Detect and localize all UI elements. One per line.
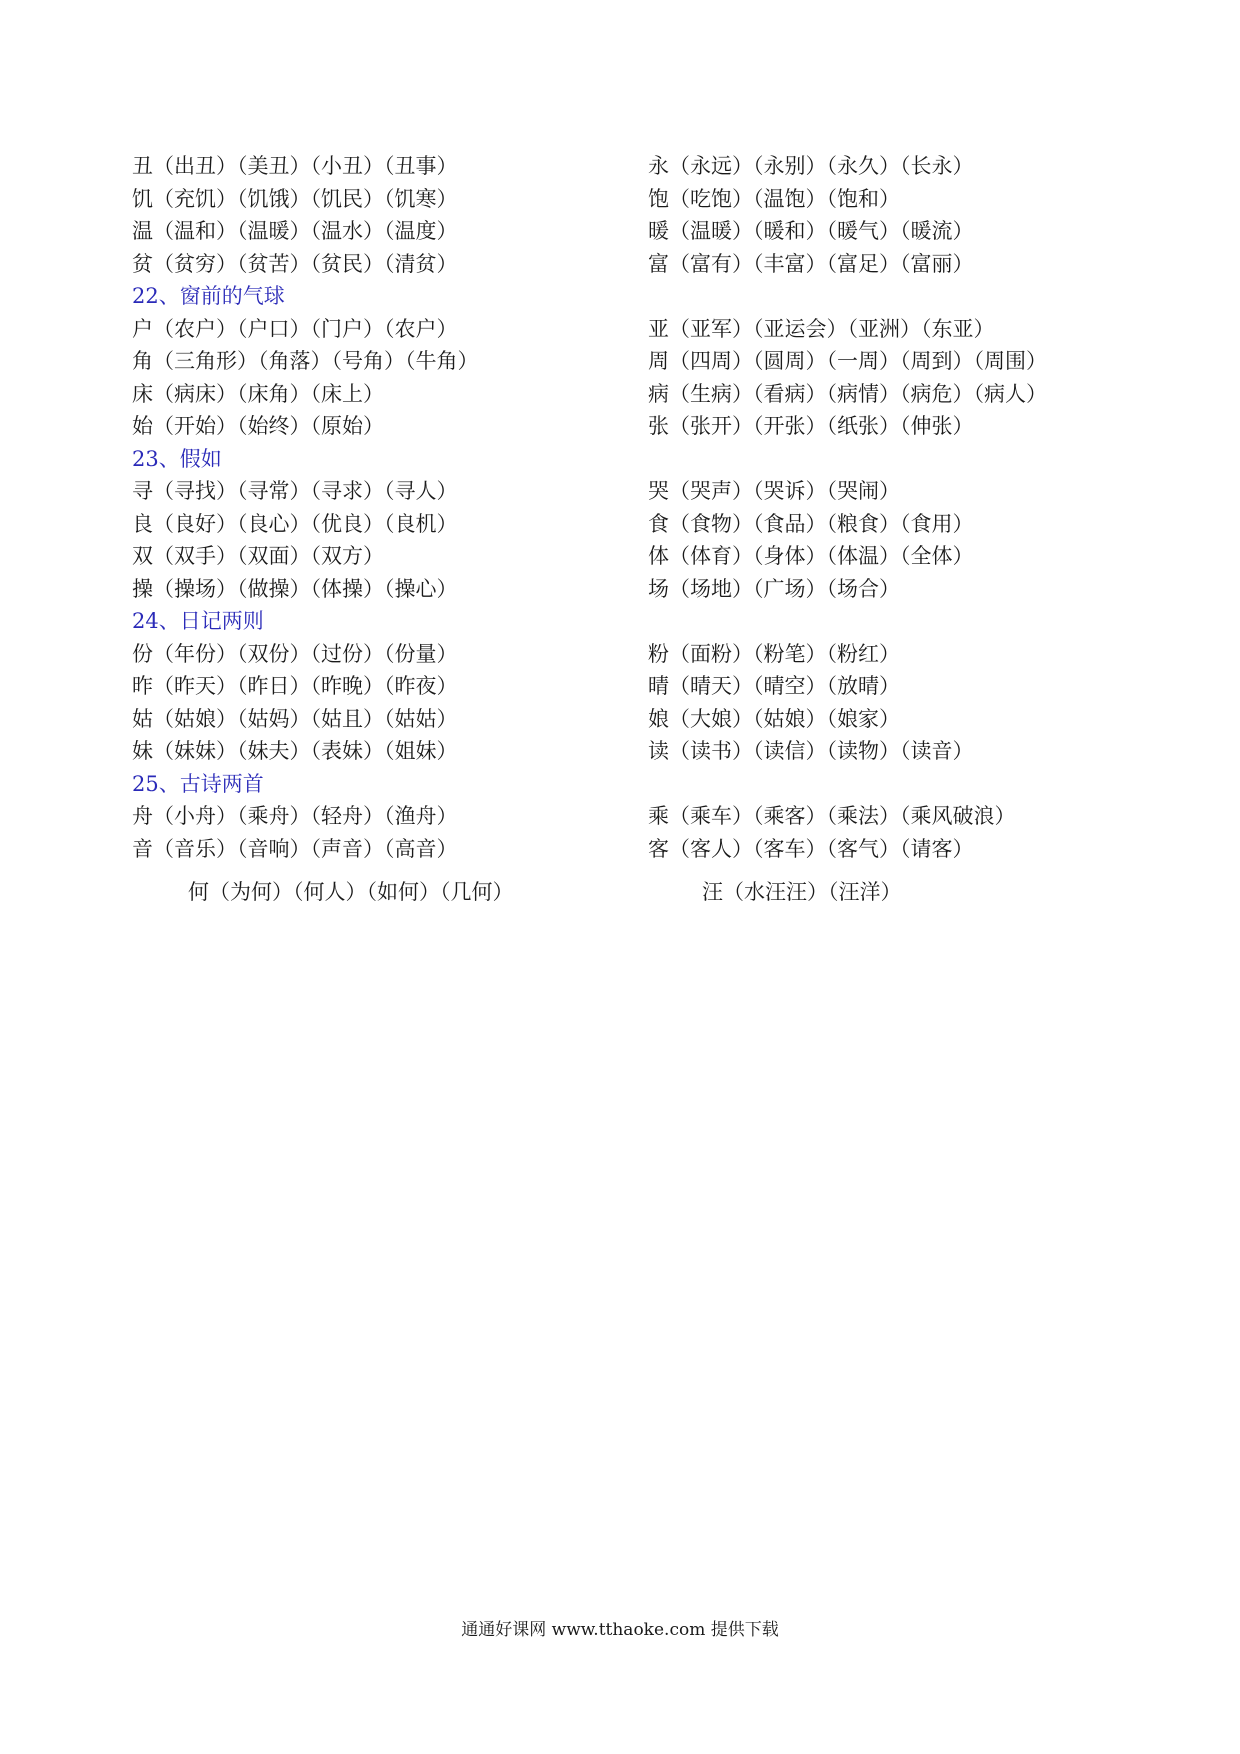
vocabulary-entry-left: 音（音乐）（音响）（声音）（高音） bbox=[132, 837, 458, 861]
vocabulary-row bbox=[0, 313, 1240, 346]
vocabulary-entry-right: 饱（吃饱）（温饱）（饱和） bbox=[648, 187, 900, 211]
section-title: 25、古诗两首 bbox=[132, 772, 264, 796]
vocabulary-entry-left: 双（双手）（双面）（双方） bbox=[132, 544, 384, 568]
vocabulary-entry-right: 食（食物）（食品）（粮食）（食用） bbox=[648, 512, 974, 536]
vocabulary-entry-left: 舟（小舟）（乘舟）（轻舟）（渔舟） bbox=[132, 804, 458, 828]
vocabulary-entry-right: 汪（水汪汪）（汪洋） bbox=[702, 880, 902, 904]
vocabulary-row bbox=[0, 475, 1240, 508]
vocabulary-entry-left: 贫（贫穷）（贫苦）（贫民）（清贫） bbox=[132, 252, 458, 276]
vocabulary-entry-right: 富（富有）（丰富）（富足）（富丽） bbox=[648, 252, 974, 276]
vocabulary-row bbox=[0, 703, 1240, 736]
vocabulary-row bbox=[0, 378, 1240, 411]
vocabulary-entry-left: 昨（昨天）（昨日）（昨晚）（昨夜） bbox=[132, 674, 458, 698]
vocabulary-entry-left: 份（年份）（双份）（过份）（份量） bbox=[132, 642, 458, 666]
vocabulary-entry-right: 读（读书）（读信）（读物）（读音） bbox=[648, 739, 974, 763]
vocabulary-row bbox=[0, 183, 1240, 216]
vocabulary-entry-right: 场（场地）（广场）（场合） bbox=[648, 577, 900, 601]
vocabulary-row bbox=[0, 410, 1240, 443]
vocabulary-row bbox=[0, 345, 1240, 378]
vocabulary-entry-right: 亚（亚军）（亚运会）（亚洲）（东亚） bbox=[648, 317, 995, 341]
vocabulary-row bbox=[0, 508, 1240, 541]
section-title: 22、窗前的气球 bbox=[132, 284, 285, 308]
vocabulary-entry-left: 良（良好）（良心）（优良）（良机） bbox=[132, 512, 458, 536]
section-title: 23、假如 bbox=[132, 447, 222, 471]
vocabulary-entry-left: 角（三角形）（角落）（号角）（牛角） bbox=[132, 349, 479, 373]
vocabulary-entry-right: 体（体育）（身体）（体温）（全体） bbox=[648, 544, 974, 568]
vocabulary-entry-right: 娘（大娘）（姑娘）（娘家） bbox=[648, 707, 900, 731]
vocabulary-entry-right: 晴（晴天）（晴空）（放晴） bbox=[648, 674, 900, 698]
vocabulary-entry-right: 哭（哭声）（哭诉）（哭闹） bbox=[648, 479, 900, 503]
vocabulary-entry-left: 何（为何）（何人）（如何）（几何） bbox=[188, 880, 514, 904]
vocabulary-entry-right: 永（永远）（永别）（永久）（长永） bbox=[648, 154, 974, 178]
vocabulary-row bbox=[0, 670, 1240, 703]
vocabulary-row bbox=[0, 150, 1240, 183]
vocabulary-entry-right: 粉（面粉）（粉笔）（粉红） bbox=[648, 642, 900, 666]
vocabulary-entry-left: 温（温和）（温暖）（温水）（温度） bbox=[132, 219, 458, 243]
section-title: 24、日记两则 bbox=[132, 609, 264, 633]
vocabulary-row bbox=[0, 573, 1240, 606]
vocabulary-entry-left: 饥（充饥）（饥饿）（饥民）（饥寒） bbox=[132, 187, 458, 211]
vocabulary-entry-left: 妹（妹妹）（妹夫）（表妹）（姐妹） bbox=[132, 739, 458, 763]
vocabulary-row bbox=[0, 800, 1240, 833]
vocabulary-entry-right: 张（张开）（开张）（纸张）（伸张） bbox=[648, 414, 974, 438]
vocabulary-row bbox=[0, 540, 1240, 573]
vocabulary-row bbox=[0, 248, 1240, 281]
vocabulary-entry-right: 病（生病）（看病）（病情）（病危）（病人） bbox=[648, 382, 1047, 406]
vocabulary-entry-left: 姑（姑娘）（姑妈）（姑且）（姑姑） bbox=[132, 707, 458, 731]
vocabulary-entry-right: 周（四周）（圆周）（一周）（周到）（周围） bbox=[648, 349, 1047, 373]
vocabulary-row bbox=[0, 638, 1240, 671]
vocabulary-entry-left: 户（农户）（户口）（门户）（农户） bbox=[132, 317, 458, 341]
vocabulary-row bbox=[0, 215, 1240, 248]
vocabulary-entry-left: 操（操场）（做操）（体操）（操心） bbox=[132, 577, 458, 601]
vocabulary-entry-right: 客（客人）（客车）（客气）（请客） bbox=[648, 837, 974, 861]
vocabulary-entry-right: 乘（乘车）（乘客）（乘法）（乘风破浪） bbox=[648, 804, 1016, 828]
vocabulary-entry-left: 寻（寻找）（寻常）（寻求）（寻人） bbox=[132, 479, 458, 503]
page-footer: 通通好课网 www.tthaoke.com 提供下载 bbox=[461, 1620, 779, 1640]
vocabulary-row bbox=[0, 735, 1240, 768]
vocabulary-row bbox=[0, 833, 1240, 866]
vocabulary-entry-left: 床（病床）（床角）（床上） bbox=[132, 382, 384, 406]
vocabulary-entry-right: 暖（温暖）（暖和）（暖气）（暖流） bbox=[648, 219, 974, 243]
vocabulary-entry-left: 丑（出丑）（美丑）（小丑）（丑事） bbox=[132, 154, 458, 178]
vocabulary-entry-left: 始（开始）（始终）（原始） bbox=[132, 414, 384, 438]
vocabulary-row-extra bbox=[0, 876, 1240, 909]
